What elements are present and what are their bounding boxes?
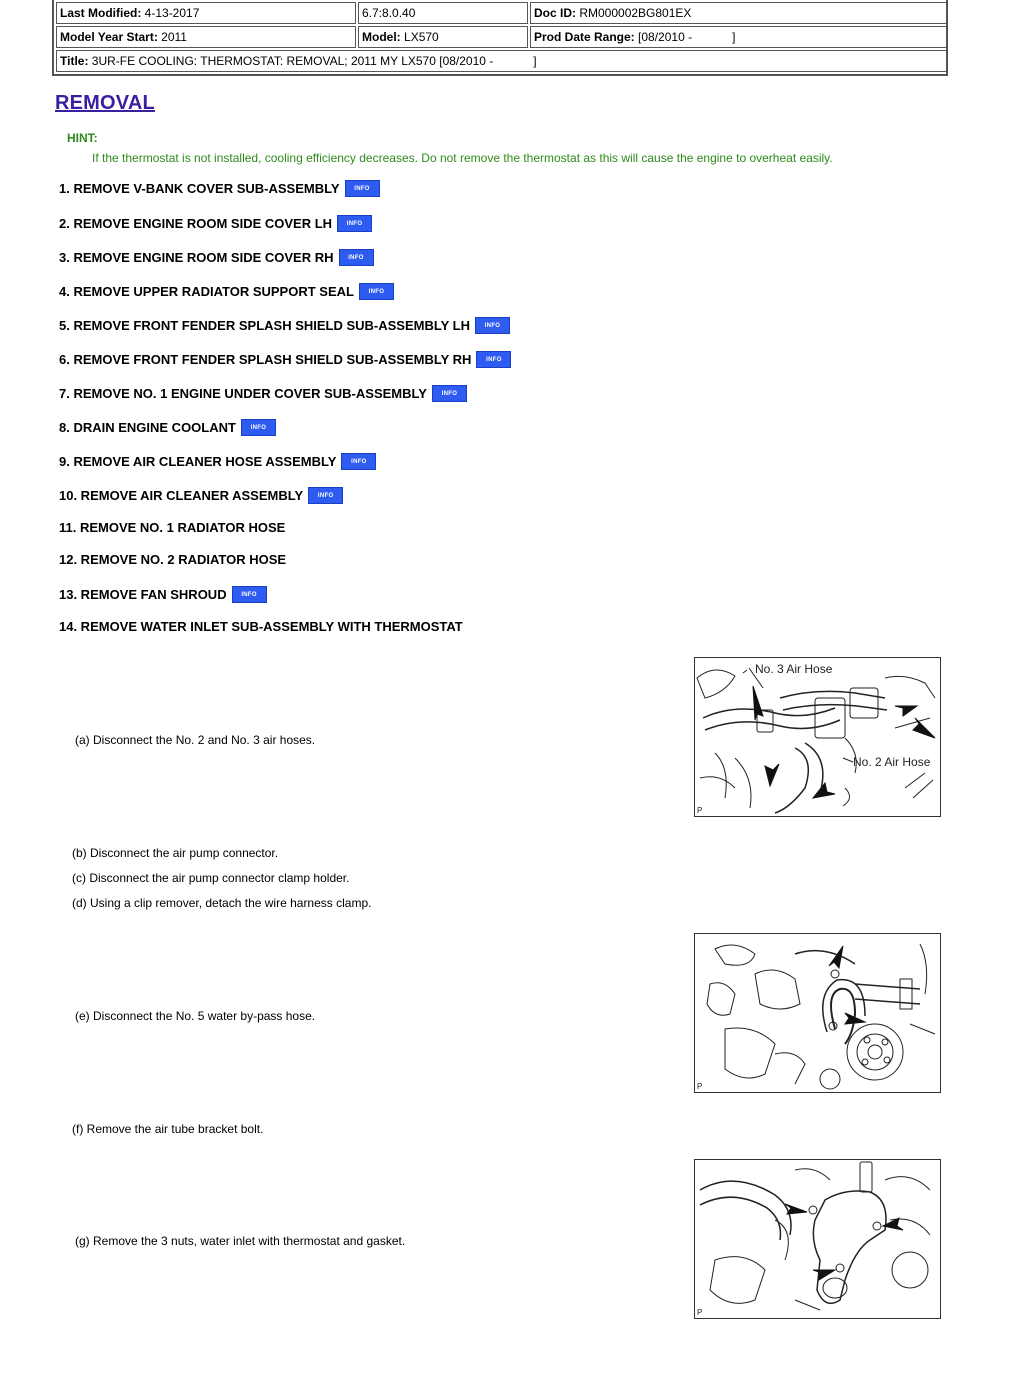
step-11	[59, 520, 285, 535]
substep-a: (a) Disconnect the No. 2 and No. 3 air hoses.	[75, 733, 316, 747]
info-button[interactable]: INFO	[232, 586, 267, 603]
model-label: Model:	[362, 30, 401, 44]
hint-text: If the thermostat is not installed, cooling efficiency decreases. Do not remove the thermostat as this will cause the engine to overheat easily.	[92, 151, 833, 165]
step-12	[59, 552, 286, 567]
figure-corner-mark: P	[697, 1308, 703, 1317]
info-button[interactable]: INFO	[476, 351, 511, 368]
step-9	[59, 453, 376, 470]
prod-date-label: Prod Date Range:	[534, 30, 635, 44]
last-modified-cell	[56, 2, 356, 24]
document-header-table	[52, 0, 948, 76]
step-8-text: 8. DRAIN ENGINE COOLANT	[59, 420, 236, 435]
last-modified-value: 4-13-2017	[144, 6, 200, 20]
version-cell	[358, 2, 528, 24]
step-8	[59, 419, 276, 436]
info-button[interactable]: INFO	[339, 249, 374, 266]
step-2-text: 2. REMOVE ENGINE ROOM SIDE COVER LH	[59, 216, 333, 231]
title-label: Title:	[60, 54, 89, 68]
step-6	[59, 351, 511, 368]
doc-id-cell	[530, 2, 948, 24]
page-title: REMOVAL	[55, 92, 155, 114]
step-9-text: 9. REMOVE AIR CLEANER HOSE ASSEMBLY	[59, 454, 337, 469]
title-cell	[56, 50, 948, 72]
prod-date-cell	[530, 26, 948, 48]
info-button[interactable]: INFO	[345, 180, 380, 197]
doc-id-value: RM000002BG801EX	[579, 6, 692, 20]
title-value: 3UR-FE COOLING: THERMOSTAT: REMOVAL; 2011 MY LX570 [08/2010 - ]	[91, 54, 537, 68]
info-button[interactable]: INFO	[241, 419, 276, 436]
no2-air-hose-label: No. 2 Air Hose	[853, 755, 931, 769]
substep-b: (b) Disconnect the air pump connector.	[72, 846, 279, 860]
header-row-1	[56, 2, 944, 25]
step-13	[59, 586, 267, 603]
info-button[interactable]: INFO	[341, 453, 376, 470]
step-14	[59, 619, 463, 634]
step-3-text: 3. REMOVE ENGINE ROOM SIDE COVER RH	[59, 250, 334, 265]
step-12-text: 12. REMOVE NO. 2 RADIATOR HOSE	[59, 552, 287, 567]
substep-e: (e) Disconnect the No. 5 water by-pass hose.	[75, 1009, 316, 1023]
model-cell	[358, 26, 528, 48]
info-button[interactable]: INFO	[359, 283, 394, 300]
model-year-label: Model Year Start:	[60, 30, 158, 44]
water-inlet-thermostat-illustration	[694, 1159, 941, 1319]
substep-c: (c) Disconnect the air pump connector clamp holder.	[72, 871, 350, 885]
model-value: LX570	[404, 30, 439, 44]
step-14-text: 14. REMOVE WATER INLET SUB-ASSEMBLY WITH THERMOSTAT	[59, 619, 463, 634]
step-4	[59, 283, 394, 300]
step-10-text: 10. REMOVE AIR CLEANER ASSEMBLY	[59, 488, 304, 503]
version-value: 6.7:8.0.40	[362, 6, 416, 20]
model-year-cell	[56, 26, 356, 48]
substep-g: (g) Remove the 3 nuts, water inlet with thermostat and gasket.	[75, 1234, 406, 1248]
step-6-text: 6. REMOVE FRONT FENDER SPLASH SHIELD SUB-ASSEMBLY RH	[59, 352, 472, 367]
prod-date-value: [08/2010 - ]	[638, 30, 736, 44]
doc-id-label: Doc ID:	[534, 6, 576, 20]
last-modified-label: Last Modified:	[60, 6, 142, 20]
model-year-value: 2011	[161, 30, 187, 44]
header-row-3	[56, 50, 944, 73]
substep-f: (f) Remove the air tube bracket bolt.	[72, 1122, 264, 1136]
step-13-text: 13. REMOVE FAN SHROUD	[59, 587, 227, 602]
air-hose-illustration	[694, 657, 941, 817]
step-10	[59, 487, 343, 504]
figure-corner-mark: P	[697, 1082, 703, 1091]
no3-air-hose-label: No. 3 Air Hose	[755, 662, 833, 676]
step-7-text: 7. REMOVE NO. 1 ENGINE UNDER COVER SUB-ASSEMBLY	[59, 386, 427, 401]
step-1-text: 1. REMOVE V-BANK COVER SUB-ASSEMBLY	[59, 181, 340, 196]
info-button[interactable]: INFO	[308, 487, 343, 504]
step-4-text: 4. REMOVE UPPER RADIATOR SUPPORT SEAL	[59, 284, 354, 299]
step-3	[59, 249, 374, 266]
step-5-text: 5. REMOVE FRONT FENDER SPLASH SHIELD SUB-ASSEMBLY LH	[59, 318, 470, 333]
info-button[interactable]: INFO	[432, 385, 467, 402]
info-button[interactable]: INFO	[337, 215, 372, 232]
substep-d: (d) Using a clip remover, detach the wire harness clamp.	[72, 896, 372, 910]
step-5	[59, 317, 510, 334]
step-2	[59, 215, 372, 232]
step-1	[59, 180, 380, 197]
header-row-2	[56, 26, 944, 49]
step-11-text: 11. REMOVE NO. 1 RADIATOR HOSE	[59, 520, 286, 535]
info-button[interactable]: INFO	[475, 317, 510, 334]
figure-corner-mark: P	[697, 806, 703, 815]
step-7	[59, 385, 467, 402]
hint-label: HINT:	[67, 131, 98, 145]
water-bypass-hose-illustration	[694, 933, 941, 1093]
